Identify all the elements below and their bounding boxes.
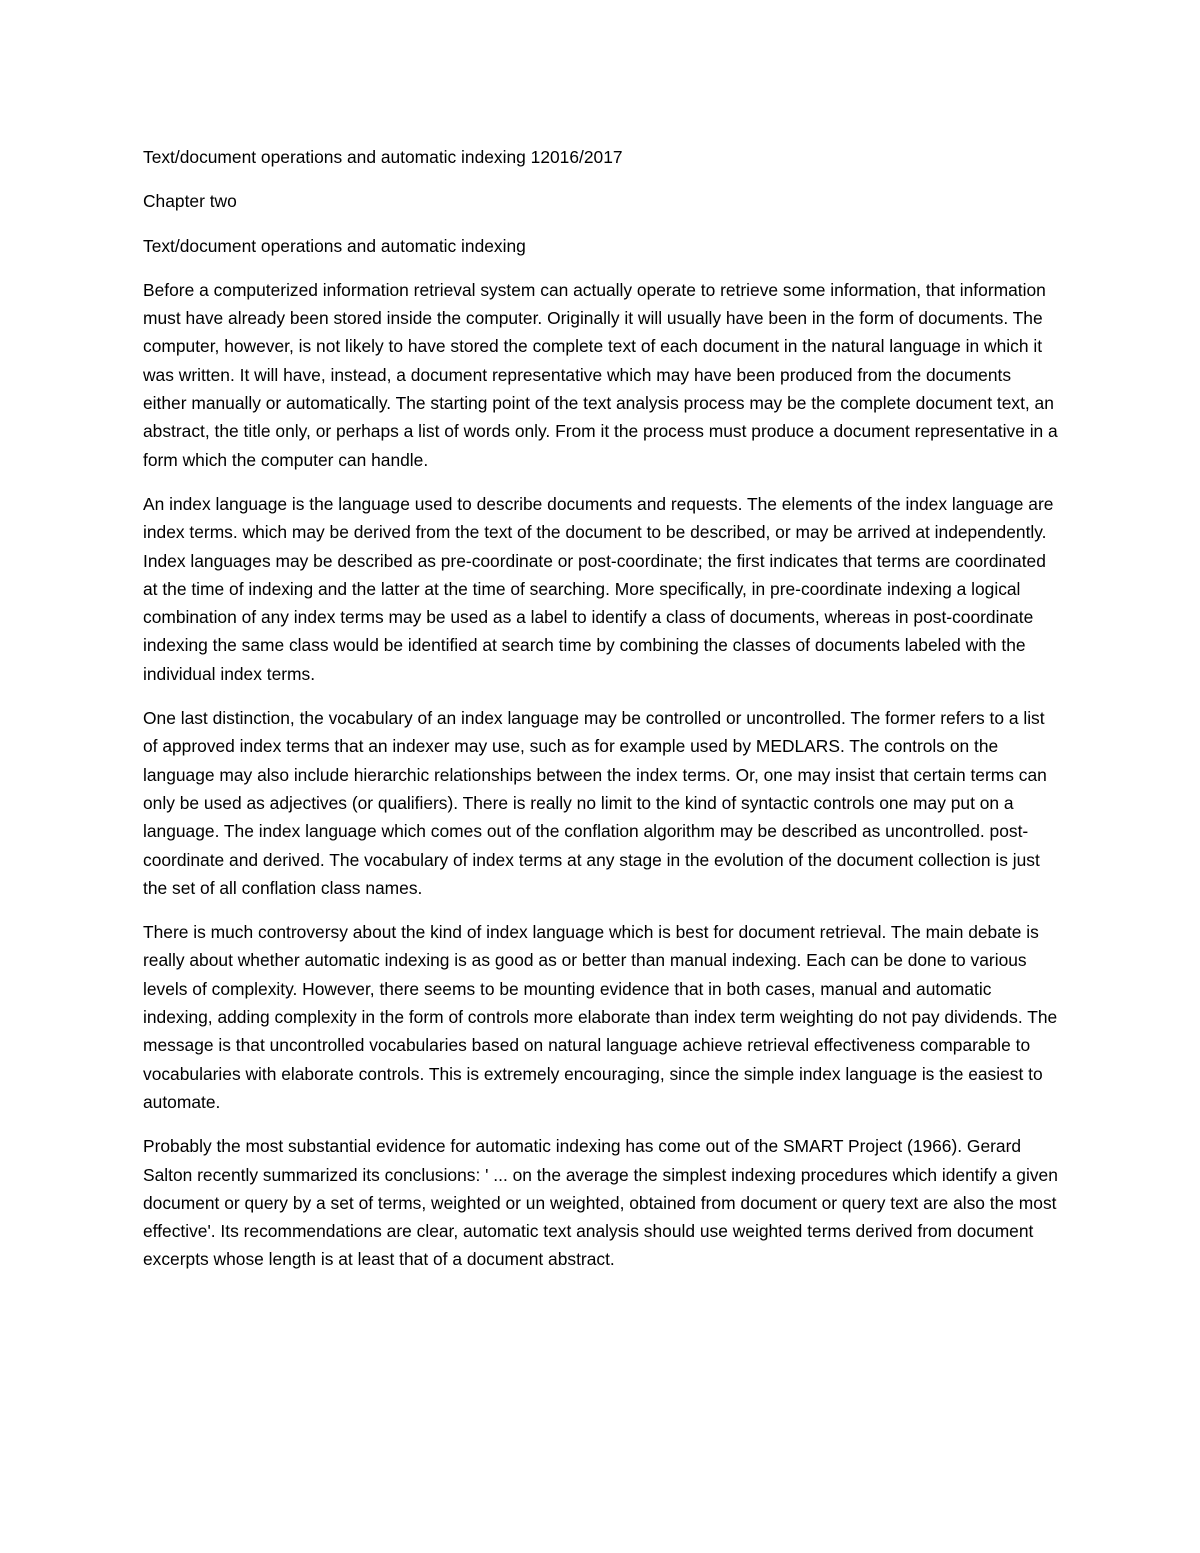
document-header: Text/document operations and automatic indexing 12016/2017: [143, 147, 623, 167]
chapter-heading: Chapter two: [143, 191, 237, 212]
paragraph-smart-project: Probably the most substantial evidence for automatic indexing has come out of the SMART Project (1966). Gerard Salton recently summarized its conclusions: ' ... on the average the simplest indexing procedures which identify a given document or query by a set of terms, weighted or un weighted, obtained from document or query text are also the most effective'. Its recommendations are clear, automatic text analysis should use weighted terms derived from document excerpts whose length is at least that of a document abstract.: [143, 1136, 1058, 1270]
section-title: Text/document operations and automatic indexing: [143, 235, 526, 256]
paragraph-index-language: An index language is the language used to describe documents and requests. The elements of the index language are index terms. which may be derived from the text of the document to be described, or may be arrived at independently. Index languages may be described as pre-coordinate or post-coordinate; the first indicates that terms are coordinated at the time of indexing and the latter at the time of searching. More specifically, in pre-coordinate indexing a logical combination of any index terms may be used as a label to identify a class of documents, whereas in post-coordinate indexing the same class would be identified at search time by combining the classes of documents labeled with the individual index terms.: [143, 493, 1054, 684]
paragraph-intro: Before a computerized information retrieval system can actually operate to retrieve some information, that information must have already been stored inside the computer. Originally it will usually have been in the form of documents. The computer, however, is not likely to have stored the complete text of each document in the natural language in which it was written. It will have, instead, a document representative which may have been produced from the documents either manually or automatically. The starting point of the text analysis process may be the complete document text, an abstract, the title only, or perhaps a list of words only. From it the process must produce a document representative in a form which the computer can handle.: [143, 279, 1058, 470]
paragraph-vocabulary-control: One last distinction, the vocabulary of an index language may be controlled or uncontrolled. The former refers to a list of approved index terms that an indexer may use, such as for example used by MEDLARS. The controls on the language may also include hierarchic relationships between the index terms. Or, one may insist that certain terms can only be used as adjectives (or qualifiers). There is really no limit to the kind of syntactic controls one may put on a language. The index language which comes out of the conflation algorithm may be described as uncontrolled. post-coordinate and derived. The vocabulary of index terms at any stage in the evolution of the document collection is just the set of all conflation class names.: [143, 708, 1047, 898]
document-body: [143, 143, 1058, 1290]
paragraph-controversy: There is much controversy about the kind of index language which is best for document retrieval. The main debate is really about whether automatic indexing is as good as or better than manual indexing. Each can be done to various levels of complexity. However, there seems to be mounting evidence that in both cases, manual and automatic indexing, adding complexity in the form of controls more elaborate than index term weighting do not pay dividends. The message is that uncontrolled vocabularies based on natural language achieve retrieval effectiveness comparable to vocabularies with elaborate controls. This is extremely encouraging, since the simple index language is the easiest to automate.: [143, 922, 1058, 1112]
